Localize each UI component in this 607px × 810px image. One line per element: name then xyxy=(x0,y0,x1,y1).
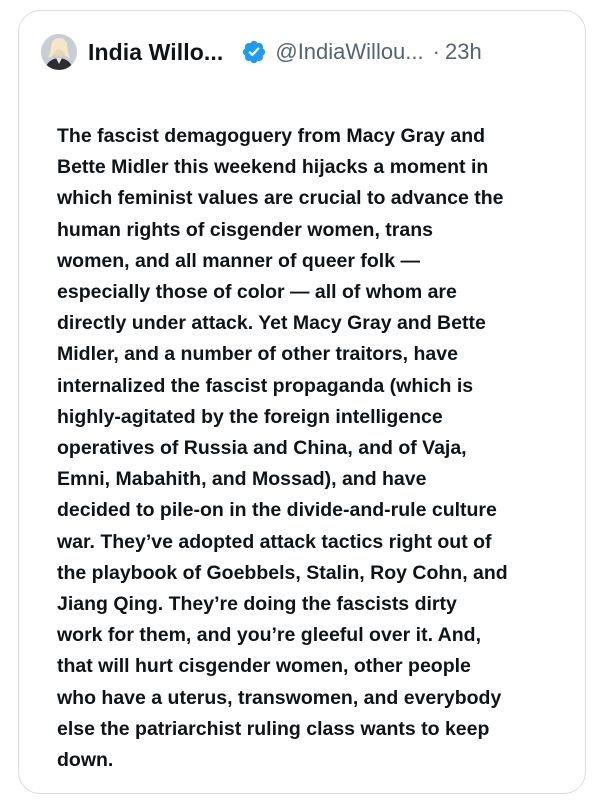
tweet-header xyxy=(41,31,565,73)
tweet-card[interactable] xyxy=(18,10,586,794)
tweet-body-text xyxy=(57,121,557,776)
author-handle[interactable]: @IndiaWillou... xyxy=(275,39,424,64)
verified-badge-icon xyxy=(241,39,267,65)
tweet-text-line: war. They’ve adopted attack tactics right out of xyxy=(57,530,492,553)
header-separator: · xyxy=(432,39,440,64)
tweet-text-line: women, and all manner of queer folk — xyxy=(57,249,420,272)
tweet-text-line: else the patriarchist ruling class wants to keep xyxy=(57,717,490,740)
tweet-text-line: Jiang Qing. They’re doing the fascists dirty xyxy=(57,593,457,616)
tweet-text-line: human rights of cisgender women, trans xyxy=(57,218,433,241)
tweet-text-line: decided to pile-on in the divide-and-rule culture xyxy=(57,499,497,522)
tweet-text-line: down. xyxy=(57,749,114,772)
avatar[interactable] xyxy=(41,34,77,70)
tweet-text-line: especially those of color — all of whom are xyxy=(57,281,457,304)
tweet-text-line: who have a uterus, transwomen, and everybody xyxy=(57,686,502,709)
tweet-text-line: the playbook of Goebbels, Stalin, Roy Cohn, and xyxy=(57,561,508,584)
tweet-text-line: The fascist demagoguery from Macy Gray and xyxy=(57,125,486,147)
tweet-text-line: operatives of Russia and China, and of Vaja, xyxy=(57,437,467,460)
tweet-text-line: Midler, and a number of other traitors, have xyxy=(57,343,458,366)
tweet-text-line: internalized the fascist propaganda (which is xyxy=(57,374,474,397)
author-display-name[interactable]: India Willo... xyxy=(88,38,224,65)
tweet-timestamp[interactable]: 23h xyxy=(444,39,482,64)
tweet-text-line: Emni, Mabahith, and Mossad), and have xyxy=(57,468,427,491)
tweet-text-line: that will hurt cisgender women, other people xyxy=(57,655,471,678)
tweet-text-line: highly-agitated by the foreign intelligence xyxy=(57,405,443,428)
tweet-text-line: Bette Midler this weekend hijacks a moment in xyxy=(57,156,489,179)
avatar-photo-icon xyxy=(41,34,77,70)
tweet-text-line: work for them, and you’re gleeful over it. And, xyxy=(57,624,482,647)
tweet-text-line: which feminist values are crucial to advance the xyxy=(57,187,504,210)
tweet-text-line: directly under attack. Yet Macy Gray and Bette xyxy=(57,312,486,335)
